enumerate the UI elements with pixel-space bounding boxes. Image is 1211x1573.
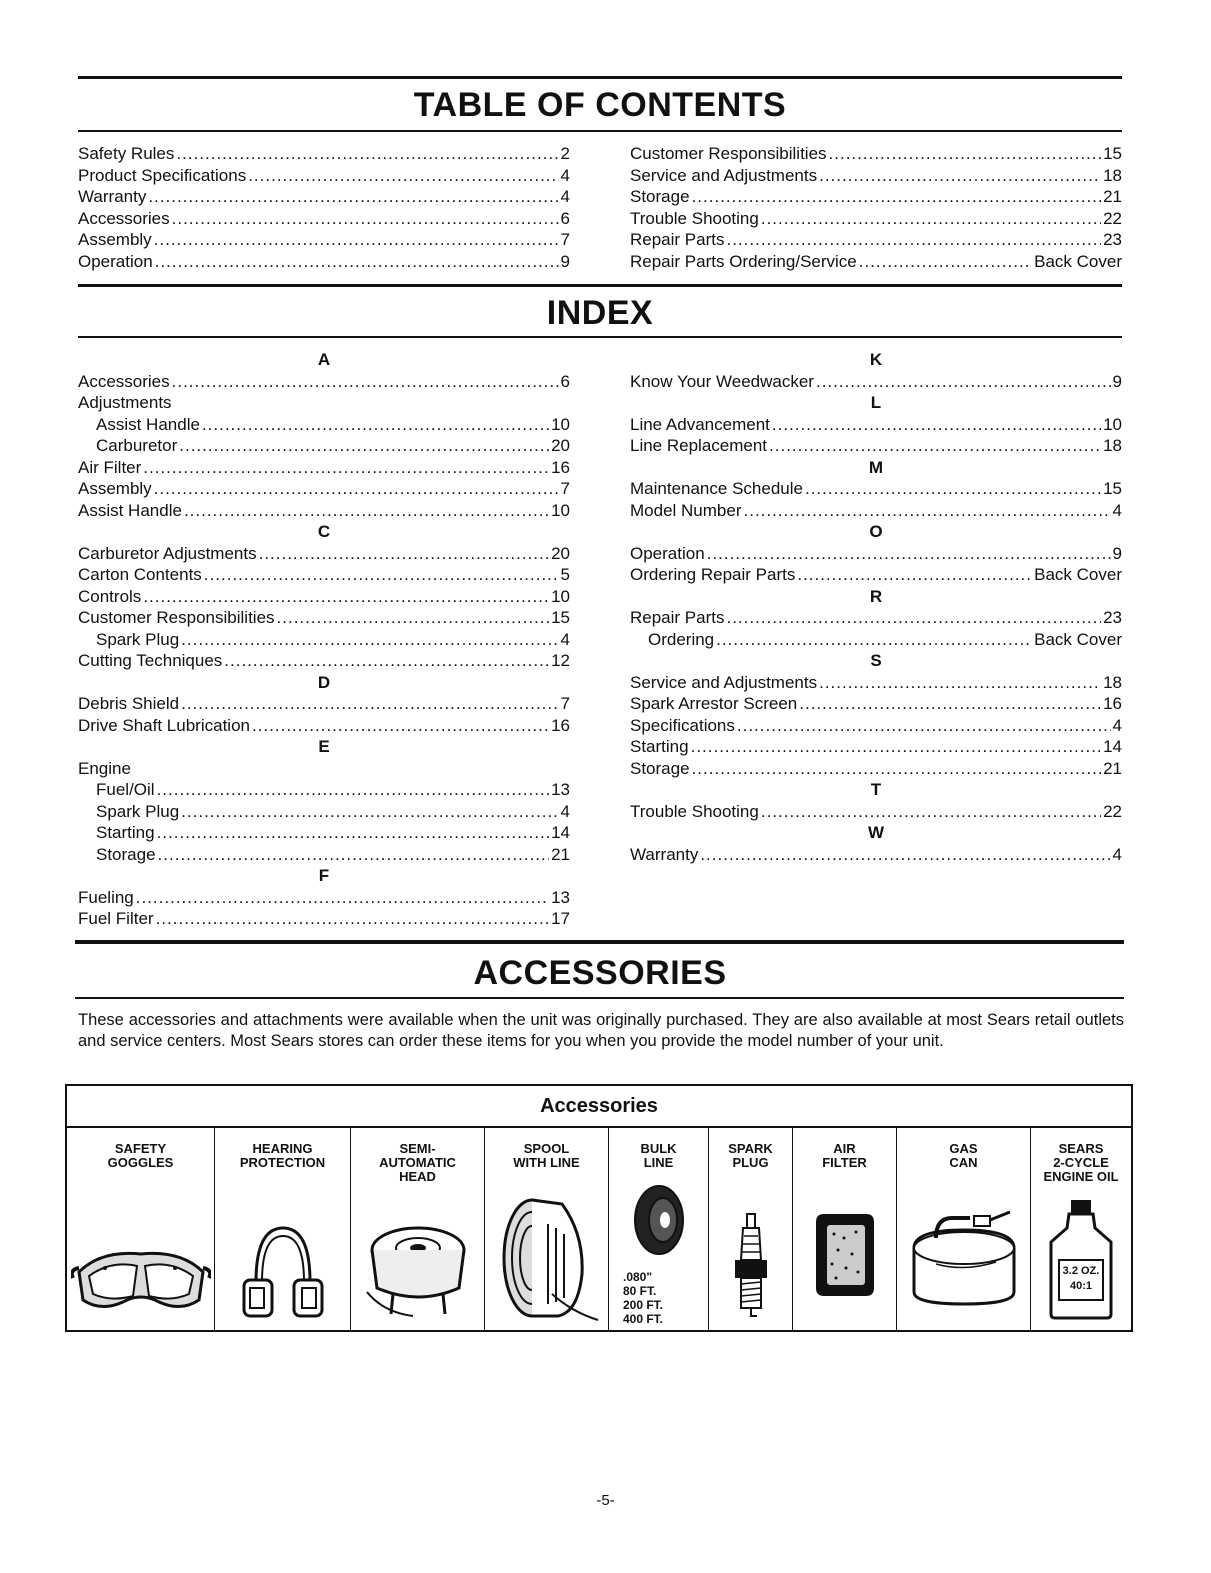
earmuffs-icon: [238, 1222, 328, 1322]
dot-leader: [799, 693, 1101, 715]
spool-icon: [492, 1194, 602, 1322]
accessories-under-rule: [75, 997, 1124, 999]
dot-leader: [158, 844, 550, 866]
toc-right-column: [630, 143, 1122, 272]
dot-leader: [259, 543, 549, 565]
entry-label: Fuel/Oil: [96, 780, 155, 799]
index-entry: [630, 371, 1122, 393]
entry-page: 2: [560, 144, 570, 163]
index-letter-heading: O: [869, 522, 883, 541]
index-left-column: [78, 349, 570, 930]
accessory-label: SPOOL WITH LINE: [513, 1141, 580, 1170]
entry-page: 20: [551, 543, 570, 563]
index-letter-heading: M: [868, 457, 884, 477]
index-entry: [630, 736, 1122, 758]
index-entry: [78, 715, 570, 737]
goggles-icon: [71, 1242, 211, 1322]
index-under-rule: [78, 336, 1122, 338]
entry-page: 22: [1103, 208, 1122, 228]
dot-leader: [179, 435, 549, 457]
entry-page: 10: [551, 414, 570, 434]
index-letter-heading: C: [317, 522, 331, 541]
entry-label: Customer Responsibilities: [78, 608, 275, 627]
entry-label: Warranty: [78, 187, 147, 206]
accessory-label: SEMI- AUTOMATIC HEAD: [379, 1141, 456, 1184]
dot-leader: [148, 186, 558, 208]
entry-page: 21: [1103, 758, 1122, 778]
entry-label: Service and Adjustments: [630, 672, 818, 692]
index-group-heading: Engine: [78, 758, 131, 778]
index-group-heading: Adjustments: [78, 393, 172, 412]
dot-leader: [726, 607, 1101, 629]
entry-page: 4: [560, 187, 570, 206]
accessory-label: BULK LINE: [640, 1141, 677, 1170]
index-entry: [78, 844, 570, 866]
toc-entry: [630, 251, 1122, 273]
entry-page: 15: [1103, 144, 1122, 163]
dot-leader: [737, 715, 1111, 737]
entry-label: Starting: [96, 823, 155, 842]
dot-leader: [859, 251, 1032, 273]
entry-label: Assist Handle: [96, 414, 200, 434]
index-letter-heading: E: [318, 737, 330, 756]
accessory-hearing-protection: [215, 1128, 351, 1330]
entry-page: 21: [1103, 187, 1122, 206]
entry-label: Safety Rules: [78, 144, 175, 163]
toc-top-rule: [78, 76, 1122, 79]
entry-page: 9: [1112, 543, 1122, 563]
index-entry: [630, 435, 1122, 457]
dot-leader: [181, 693, 558, 715]
toc-entry: [78, 165, 570, 187]
entry-label: Know Your Weedwacker: [630, 371, 814, 391]
index-letter-heading: R: [869, 586, 883, 606]
accessory-spool-with-line: [485, 1128, 609, 1330]
entry-label: Operation: [630, 543, 705, 563]
entry-page: 16: [1103, 694, 1122, 713]
index-entry: [630, 801, 1122, 823]
entry-label: Air Filter: [78, 457, 142, 477]
entry-label: Spark Plug: [96, 629, 180, 649]
accessory-gas-can: [897, 1128, 1031, 1330]
entry-label: Operation: [78, 251, 153, 271]
accessories-top-rule: [75, 940, 1124, 944]
index-entry: [630, 414, 1122, 436]
entry-label: Storage: [630, 758, 690, 778]
dot-leader: [154, 229, 559, 251]
accessory-semi-automatic-head: [351, 1128, 485, 1330]
entry-label: Ordering: [648, 629, 715, 649]
accessory-spark-plug: [709, 1128, 793, 1330]
entry-label: Cutting Techniques: [78, 651, 223, 670]
entry-page: 9: [1112, 371, 1122, 391]
index-entry: [78, 822, 570, 844]
accessory-label: SAFETY GOGGLES: [107, 1141, 174, 1170]
entry-page: Back Cover: [1034, 565, 1122, 584]
entry-page: 7: [560, 694, 570, 713]
entry-label: Starting: [630, 737, 689, 756]
toc-entry: [630, 229, 1122, 251]
entry-page: 18: [1103, 672, 1122, 692]
dot-leader: [744, 500, 1111, 522]
entry-label: Assist Handle: [78, 500, 182, 520]
index-entry: [630, 715, 1122, 737]
entry-label: Assembly: [78, 479, 152, 498]
entry-label: Carburetor Adjustments: [78, 543, 257, 563]
entry-page: 16: [551, 457, 570, 477]
index-letter-heading: A: [317, 350, 331, 369]
entry-page: 14: [551, 823, 570, 842]
dot-leader: [769, 435, 1101, 457]
dot-leader: [143, 586, 549, 608]
accessory-label: AIR FILTER: [822, 1141, 867, 1170]
dot-leader: [819, 165, 1101, 187]
index-entry: [630, 607, 1122, 629]
entry-label: Line Replacement: [630, 436, 768, 455]
index-letter-heading: S: [870, 651, 882, 670]
dot-leader: [157, 779, 550, 801]
dot-leader: [176, 143, 558, 165]
index-entry: [630, 693, 1122, 715]
dot-leader: [155, 251, 559, 273]
index-entry: [78, 414, 570, 436]
toc-entry: [78, 229, 570, 251]
index-entry: [78, 887, 570, 909]
index-entry: [630, 500, 1122, 522]
page-number: -5-: [596, 1492, 615, 1509]
dot-leader: [136, 887, 549, 909]
entry-page: 4: [560, 629, 570, 649]
entry-page: 14: [1103, 737, 1122, 756]
entry-page: 21: [551, 844, 570, 864]
entry-label: Model Number: [630, 500, 742, 520]
dot-leader: [716, 629, 1032, 651]
entry-label: Repair Parts Ordering/Service: [630, 251, 857, 271]
bulk-line-icon: [629, 1184, 689, 1256]
entry-page: 18: [1103, 436, 1122, 455]
entry-label: Product Specifications: [78, 165, 247, 185]
dot-leader: [143, 457, 549, 479]
accessory-bulk-line: [609, 1128, 709, 1330]
entry-label: Specifications: [630, 715, 735, 735]
index-entry: [78, 801, 570, 823]
index-entry: [78, 543, 570, 565]
toc-entry: [630, 143, 1122, 165]
accessories-title: ACCESSORIES: [473, 954, 727, 992]
entry-label: Carton Contents: [78, 565, 202, 584]
toc-entry: [630, 208, 1122, 230]
entry-page: 13: [551, 887, 570, 907]
index-entry: [78, 586, 570, 608]
index-entry: [78, 435, 570, 457]
dot-leader: [819, 672, 1101, 694]
entry-page: 15: [551, 608, 570, 627]
entry-label: Warranty: [630, 844, 699, 864]
bulk-line-sizes: .080" 80 FT. 200 FT. 400 FT.: [623, 1270, 664, 1326]
index-entry: [630, 478, 1122, 500]
entry-page: 4: [1112, 844, 1122, 864]
index-entry: [78, 779, 570, 801]
index-entry: [78, 693, 570, 715]
entry-label: Trouble Shooting: [630, 801, 759, 821]
entry-page: 4: [560, 165, 570, 185]
entry-page: 10: [551, 586, 570, 606]
index-entry: [78, 629, 570, 651]
entry-page: 13: [551, 780, 570, 799]
entry-page: 12: [551, 651, 570, 670]
index-entry: [78, 908, 570, 930]
toc-entry: [78, 143, 570, 165]
dot-leader: [156, 908, 550, 930]
entry-label: Fuel Filter: [78, 909, 154, 928]
index-entry: [78, 478, 570, 500]
accessories-row: [67, 1128, 1131, 1330]
accessory-label: SEARS 2-CYCLE ENGINE OIL: [1043, 1141, 1119, 1184]
dot-leader: [816, 371, 1111, 393]
dot-leader: [692, 186, 1102, 208]
dot-leader: [707, 543, 1111, 565]
trimmer-head-icon: [363, 1222, 473, 1322]
accessory-label: HEARING PROTECTION: [239, 1141, 326, 1170]
entry-page: Back Cover: [1034, 251, 1122, 271]
dot-leader: [700, 844, 1110, 866]
dot-leader: [157, 822, 549, 844]
air-filter-icon: [810, 1210, 880, 1300]
dot-leader: [761, 208, 1101, 230]
entry-page: 7: [560, 230, 570, 249]
entry-page: Back Cover: [1034, 629, 1122, 649]
entry-label: Debris Shield: [78, 694, 180, 713]
entry-label: Trouble Shooting: [630, 208, 759, 228]
index-letter-heading: L: [870, 393, 882, 412]
toc-entry: [78, 208, 570, 230]
toc-left-column: [78, 143, 570, 272]
index-title: INDEX: [546, 294, 654, 332]
index-entry: [78, 371, 570, 393]
dot-leader: [181, 629, 558, 651]
entry-label: Service and Adjustments: [630, 165, 818, 185]
index-letter-heading: K: [869, 350, 883, 369]
index-entry: [630, 629, 1122, 651]
dot-leader: [248, 165, 558, 187]
entry-page: 10: [551, 500, 570, 520]
dot-leader: [726, 229, 1101, 251]
entry-label: Accessories: [78, 371, 170, 391]
dot-leader: [172, 208, 559, 230]
entry-label: Ordering Repair Parts: [630, 565, 796, 584]
entry-label: Spark Plug: [96, 801, 180, 821]
index-entry: [78, 500, 570, 522]
dot-leader: [829, 143, 1102, 165]
entry-page: 4: [1112, 500, 1122, 520]
dot-leader: [154, 478, 559, 500]
dot-leader: [692, 758, 1102, 780]
entry-label: Drive Shaft Lubrication: [78, 715, 250, 735]
entry-page: 6: [560, 208, 570, 228]
entry-page: 10: [1103, 414, 1122, 434]
entry-label: Carburetor: [96, 436, 178, 455]
entry-page: 16: [551, 715, 570, 735]
entry-label: Maintenance Schedule: [630, 479, 803, 498]
accessory-air-filter: [793, 1128, 897, 1330]
index-entry: [78, 607, 570, 629]
dot-leader: [202, 414, 549, 436]
accessories-intro: These accessories and attachments were available when the unit was originally purchased. They are also available at most Sears retail outlets and service centers. Most Sears stores can order these items for you when you provide the model number of your unit.: [78, 1011, 1124, 1050]
entry-label: Accessories: [78, 208, 170, 228]
index-entry: [630, 564, 1122, 586]
entry-page: 23: [1103, 608, 1122, 627]
dot-leader: [277, 607, 550, 629]
index-entry: [78, 564, 570, 586]
accessory-label: SPARK PLUG: [728, 1141, 773, 1170]
dot-leader: [761, 801, 1101, 823]
index-letter-heading: F: [318, 866, 330, 885]
dot-leader: [204, 564, 559, 586]
index-top-rule: [78, 284, 1122, 287]
entry-page: 23: [1103, 230, 1122, 249]
toc-entry: [78, 251, 570, 273]
dot-leader: [797, 564, 1032, 586]
index-entry: [78, 457, 570, 479]
entry-page: 6: [560, 371, 570, 391]
entry-page: 7: [560, 479, 570, 498]
entry-label: Storage: [96, 844, 156, 864]
dot-leader: [172, 371, 559, 393]
accessory-safety-goggles: [67, 1128, 215, 1330]
spark-plug-icon: [731, 1212, 771, 1322]
entry-page: 9: [560, 251, 570, 271]
entry-page: 15: [1103, 479, 1122, 498]
entry-label: Repair Parts: [630, 608, 725, 627]
index-right-column: [630, 349, 1122, 865]
entry-page: 18: [1103, 165, 1122, 185]
entry-page: 17: [551, 909, 570, 928]
dot-leader: [772, 414, 1101, 436]
entry-label: Assembly: [78, 230, 152, 249]
oil-bottle-icon: 3.2 OZ. 40:1: [1045, 1198, 1117, 1320]
entry-label: Storage: [630, 187, 690, 206]
accessories-table-title: Accessories: [67, 1086, 1131, 1128]
index-entry: [630, 672, 1122, 694]
toc-entry: [78, 186, 570, 208]
accessories-table: [65, 1084, 1133, 1332]
entry-label: Fueling: [78, 887, 134, 907]
dot-leader: [184, 500, 549, 522]
index-entry: [630, 758, 1122, 780]
entry-page: 20: [551, 436, 570, 455]
accessory-2-cycle-engine-oil: [1031, 1128, 1131, 1330]
accessory-label: GAS CAN: [949, 1141, 978, 1170]
index-letter-heading: T: [870, 780, 882, 799]
dot-leader: [805, 478, 1101, 500]
entry-label: Spark Arrestor Screen: [630, 694, 798, 713]
dot-leader: [252, 715, 549, 737]
index-entry: [78, 650, 570, 672]
index-letter-heading: D: [317, 672, 331, 692]
toc-under-rule: [78, 130, 1122, 132]
index-entry: [630, 543, 1122, 565]
entry-label: Repair Parts: [630, 230, 725, 249]
index-entry: [630, 844, 1122, 866]
dot-leader: [691, 736, 1101, 758]
entry-page: 22: [1103, 801, 1122, 821]
toc-entry: [630, 186, 1122, 208]
index-letter-heading: W: [867, 823, 885, 842]
entry-page: 4: [560, 801, 570, 821]
toc-entry: [630, 165, 1122, 187]
dot-leader: [181, 801, 558, 823]
entry-label: Customer Responsibilities: [630, 144, 827, 163]
entry-page: 4: [1112, 715, 1122, 735]
entry-label: Controls: [78, 586, 142, 606]
entry-page: 5: [560, 565, 570, 584]
entry-label: Line Advancement: [630, 414, 770, 434]
dot-leader: [224, 650, 549, 672]
toc-title: TABLE OF CONTENTS: [413, 86, 787, 124]
gas-can-icon: [906, 1208, 1022, 1308]
